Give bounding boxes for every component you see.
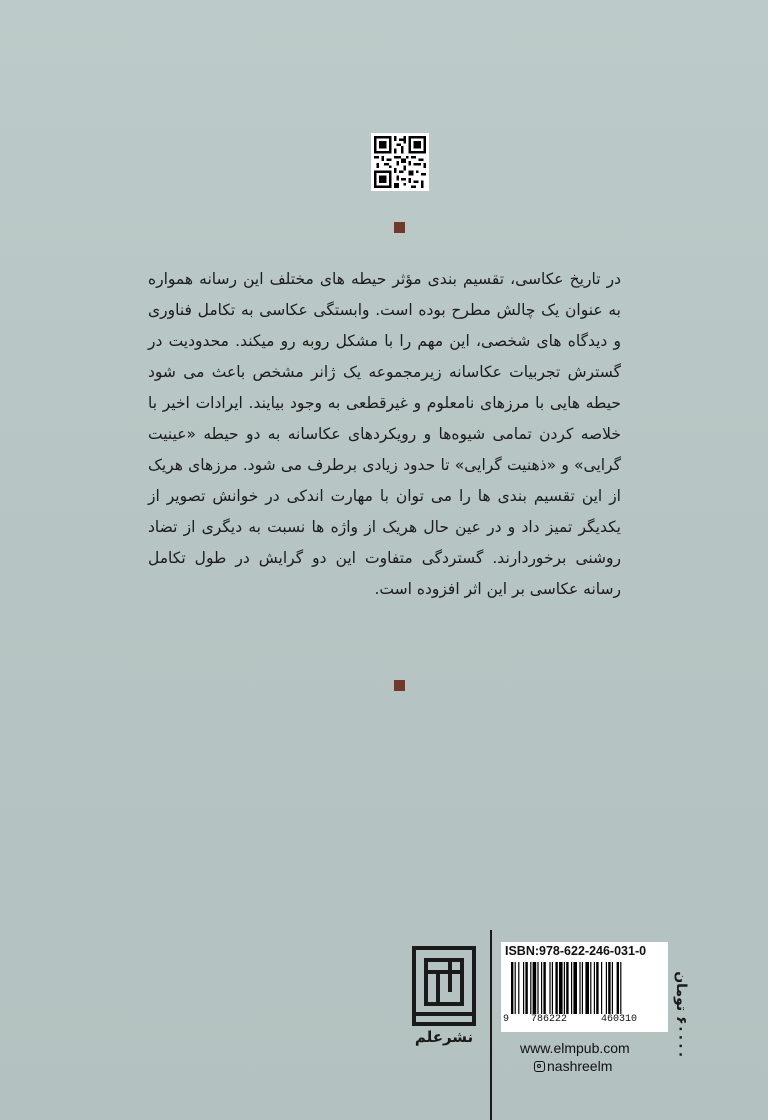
barcode-digit-group-1: 786222	[531, 1014, 568, 1025]
instagram-icon	[534, 1061, 545, 1072]
barcode-bars	[511, 962, 661, 1014]
isbn-barcode	[501, 942, 668, 1032]
back-cover-blurb: در تاریخ عکاسی، تقسیم بندی مؤثر حیطه های مختلف این رسانه همواره به عنوان یک چالش مطرح بوده است. وابستگی عکاسی به تکامل فناوری و دیدگاه های شخصی، این مهم را با مشکل روبه رو میکند. محدودیت در گسترش تجربیات عکاسانه زیرمجموعه یک ژانر مشخص باعث می شود حیطه هایی با مرزهای نامعلوم و غیرقطعی به وجود بیایند. ایرادات اخیر با خلاصه کردن تمامی شیوه‌ها و رویکردهای عکاسانه به دو حیطه «عینیت گرایی» و «ذهنیت گرایی» تا حدود زیادی برطرف می شود. مرزهای هریک از این تقسیم بندی ها را می توان با مهارت اندکی در خوانش تصویر از یکدیگر تمیز داد و در عین حال هریک از واژه ها نسبت به دیگری از تضاد روشنی برخوردارند. گستردگی متفاوت این دو گرایش در طول تکامل رسانه عکاسی بر این اثر افزوده است.	[148, 270, 621, 598]
barcode-digit-group-2: 460310	[601, 1014, 638, 1025]
qr-code-icon	[371, 133, 429, 191]
instagram-handle[interactable]	[534, 1058, 674, 1074]
instagram-text: nashreelm	[547, 1058, 613, 1074]
barcode-digit-first: 9	[503, 1014, 510, 1025]
publisher-name: نشرعلم	[414, 1028, 474, 1046]
square-bullet-icon	[394, 222, 405, 233]
isbn-label: ISBN:978-622-246-031-0	[505, 944, 647, 958]
publisher-website[interactable]: www.elmpub.com	[520, 1040, 630, 1056]
square-bullet-icon	[394, 680, 405, 691]
price-label	[670, 950, 692, 1080]
barcode-digits	[501, 1014, 668, 1028]
divider-line	[490, 930, 492, 1120]
publisher-logo	[412, 946, 476, 1026]
price-text: ۶۰۰۰۰ تومان	[673, 971, 689, 1059]
